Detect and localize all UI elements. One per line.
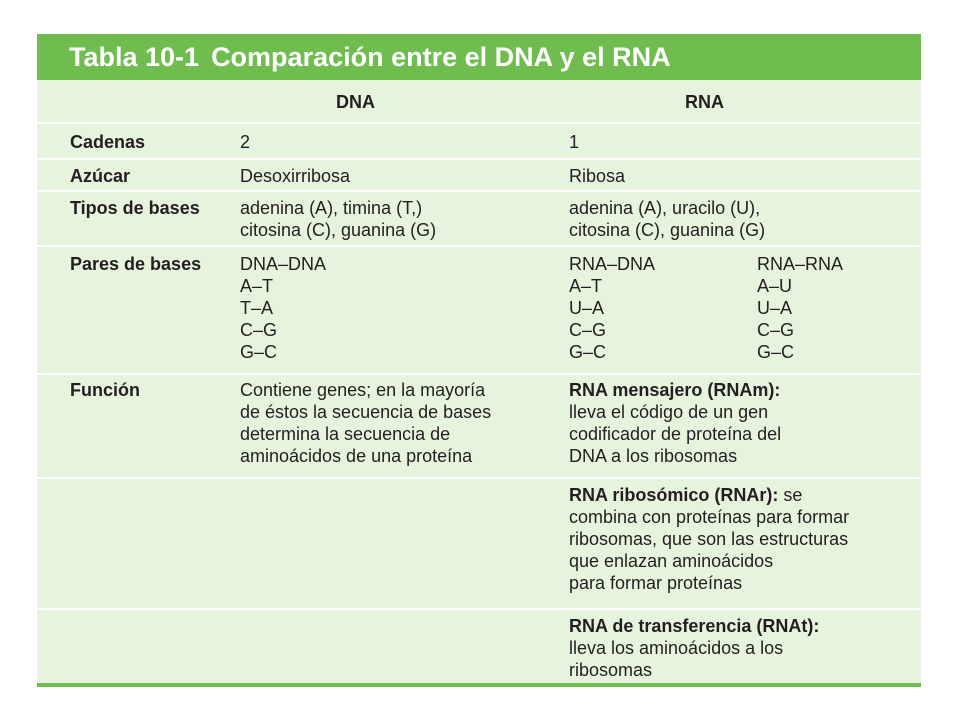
azucar-rna: Ribosa (569, 166, 626, 186)
tipos-dna-line: citosina (C), guanina (G) (240, 220, 437, 240)
rna-ribosomico-first: se (778, 485, 803, 505)
rna-ribosomico (569, 484, 849, 594)
tipos-rna (569, 197, 765, 241)
cadenas-rna: 1 (569, 132, 580, 152)
tipos-rna-line: adenina (A), uracilo (U), (569, 198, 761, 218)
funcion-dna-line: Contiene genes; en la mayoría (240, 380, 486, 400)
pares-rna-rna-line: G–C (757, 342, 795, 362)
pares-rna-dna (569, 253, 655, 363)
pares-dna-line: T–A (240, 298, 274, 318)
tipos-dna-line: adenina (A), timina (T,) (240, 198, 423, 218)
row-label-tipos: Tipos de bases (70, 198, 200, 218)
funcion-dna (240, 379, 491, 467)
table-number: Tabla 10-1 (69, 42, 200, 72)
header-row (37, 80, 921, 124)
pares-rna-dna-line: C–G (569, 320, 607, 340)
rna-mensajero (569, 379, 781, 467)
funcion-dna-line: de éstos la secuencia de bases (240, 402, 492, 422)
table-row-cadenas (37, 124, 921, 160)
table-row-funcion-transferencia (37, 610, 921, 683)
pares-rna-rna-line: C–G (757, 320, 795, 340)
rna-ribosomico-line: ribosomas, que son las estructuras (569, 529, 849, 549)
rna-transferencia (569, 615, 819, 681)
pares-dna-line: G–C (240, 342, 278, 362)
pares-rna-dna-line: G–C (569, 342, 607, 362)
table-row-funcion-ribosomico (37, 479, 921, 610)
rna-mensajero-heading-line (569, 379, 781, 401)
pares-rna-dna-line: U–A (569, 298, 605, 318)
rna-ribosomico-line: que enlazan aminoácidos (569, 551, 774, 571)
azucar-dna: Desoxirribosa (240, 166, 351, 186)
pares-rna-rna-line: RNA–RNA (757, 254, 844, 274)
tipos-dna (240, 197, 436, 241)
rna-transferencia-line: ribosomas (569, 660, 653, 680)
pares-dna-line: DNA–DNA (240, 254, 327, 274)
pares-rna-rna-line: A–U (757, 276, 793, 296)
pares-rna-dna-line: RNA–DNA (569, 254, 656, 274)
column-header-dna: DNA (336, 92, 375, 112)
table-title-bar (37, 34, 921, 80)
row-label-cadenas: Cadenas (70, 132, 146, 152)
pares-dna (240, 253, 326, 363)
table-row-funcion (37, 375, 921, 479)
rna-transferencia-heading: RNA de transferencia (RNAt): (569, 616, 820, 636)
rna-mensajero-line: lleva el código de un gen (569, 402, 769, 422)
column-header-rna: RNA (685, 92, 724, 112)
table-bottom-rule (37, 683, 921, 687)
rna-mensajero-line: DNA a los ribosomas (569, 446, 738, 466)
rna-ribosomico-heading-line (569, 484, 849, 506)
funcion-dna-line: determina la secuencia de (240, 424, 451, 444)
tipos-rna-line: citosina (C), guanina (G) (569, 220, 766, 240)
row-label-azucar: Azúcar (70, 166, 131, 186)
table-row-pares-de-bases (37, 247, 921, 375)
rna-mensajero-line: codificador de proteína del (569, 424, 782, 444)
rna-mensajero-heading: RNA mensajero (RNAm): (569, 380, 781, 400)
rna-ribosomico-heading: RNA ribosómico (RNAr): (569, 485, 779, 505)
table-row-tipos-de-bases (37, 192, 921, 247)
rna-ribosomico-line: para formar proteínas (569, 573, 743, 593)
comparison-table (37, 34, 921, 687)
pares-rna-rna (757, 253, 843, 363)
rna-ribosomico-line: combina con proteínas para formar (569, 507, 850, 527)
funcion-dna-line: aminoácidos de una proteína (240, 446, 473, 466)
rna-transferencia-heading-line (569, 615, 819, 637)
pares-dna-line: A–T (240, 276, 274, 296)
table-row-azucar (37, 160, 921, 192)
row-label-pares: Pares de bases (70, 254, 202, 274)
pares-rna-dna-line: A–T (569, 276, 603, 296)
rna-transferencia-line: lleva los aminoácidos a los (569, 638, 784, 658)
row-label-funcion: Función (70, 380, 140, 400)
table-title: Comparación entre el DNA y el RNA (211, 42, 671, 72)
pares-rna-rna-line: U–A (757, 298, 793, 318)
pares-dna-line: C–G (240, 320, 278, 340)
cadenas-dna: 2 (240, 132, 251, 152)
